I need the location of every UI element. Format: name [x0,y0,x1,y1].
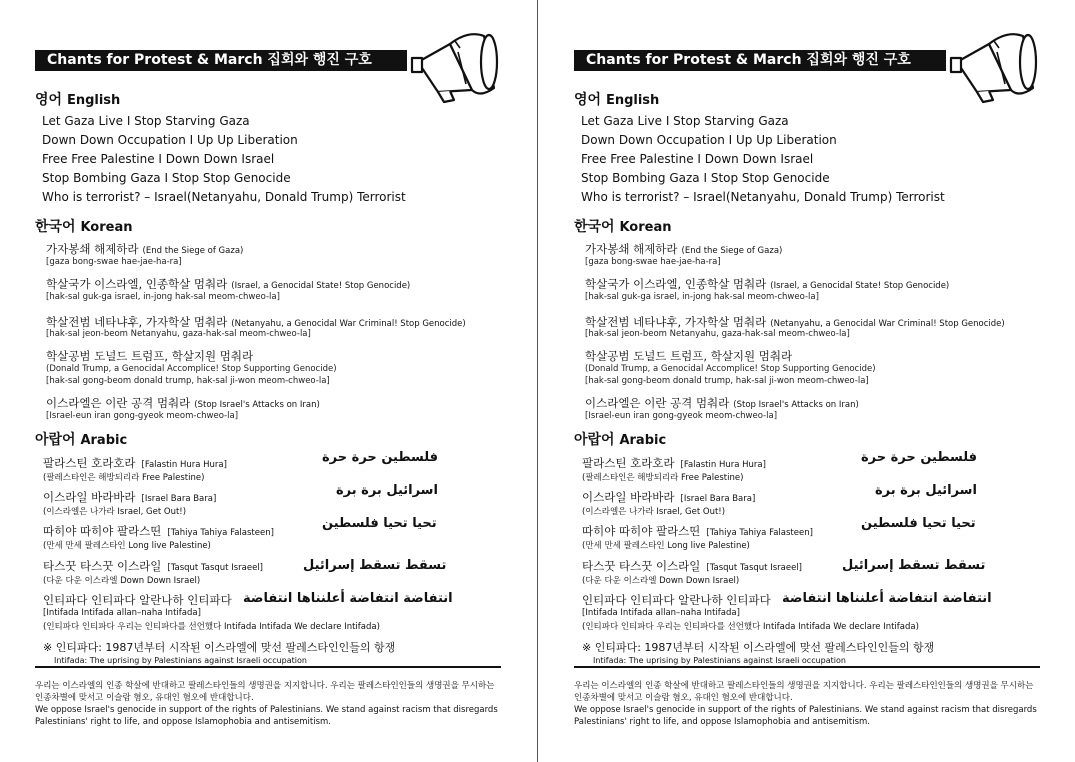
arabic-chant-text: تحيا تحيا فلسطين [322,516,437,531]
english-chant: Down Down Occupation I Up Up Liberation [42,133,298,147]
korean-romanization: [hak-sal guk-ga israel, in-jong hak-sal meom-chweo-la] [585,292,819,302]
korean-section-title: 한국어 Korean [35,219,133,235]
arabic-chant-meaning: (만세 만세 팔레스타인 Long live Palestine) [582,541,750,551]
arabic-chant-korean: 이스라일 바라바라 [Israel Bara Bara] [43,490,217,504]
korean-chant: 학살공범 도널드 트럼프, 학살지원 멈춰라 [585,349,793,363]
flyer-page-left [0,0,537,762]
arabic-chant-meaning: (이스라엘은 나가라 Israel, Get Out!) [43,507,187,517]
english-chant: Stop Bombing Gaza I Stop Stop Genocide [581,171,830,185]
intifada-note: ※ 인티파다: 1987년부터 시작된 이스라엘에 맞선 팔레스타인인들의 항쟁 [582,641,935,654]
arabic-section-title: 아랍어 Arabic [574,432,667,448]
arabic-chant-meaning: (인티파다 인티파다 우리는 인티파다를 선언했다 Intifada Intifada We declare Intifada) [582,622,919,632]
arabic-chant-korean: 인티파다 인티파다 알란나하 인티파다 [582,593,771,607]
korean-chant: 이스라엘은 이란 공격 멈춰라 (Stop Israel's Attacks on Iran) [585,396,859,410]
english-chant: Free Free Palestine I Down Down Israel [42,152,275,166]
arabic-section-title: 아랍어 Arabic [35,432,128,448]
arabic-chant-text: اسرائيل برة برة [336,483,438,498]
english-chant: Let Gaza Live I Stop Starving Gaza [42,114,250,128]
arabic-chant-meaning: (팔레스타인은 해방되리라 Free Palestine) [43,473,205,483]
footer-statement-english: We oppose Israel's genocide in support of the rights of Palestinians. We stand against racism that disregards Palestinians' right to life, and oppose Islamophobia and antisemitism. [574,705,1037,727]
arabic-chant-text: انتفاضة انتفاضة أعلنناها انتفاضة [782,591,992,606]
korean-chant: 가자봉쇄 해제하라 (End the Siege of Gaza) [46,242,244,256]
arabic-chant-romanization: [Intifada Intifada allan–naha Intifada] [43,608,201,618]
korean-romanization: [hak-sal jeon-beom Netanyahu, gaza-hak-sal meom-chweo-la] [46,329,311,339]
english-section-title: 영어 English [35,92,121,108]
flyer-page-right [539,0,1075,762]
arabic-chant-meaning: (다운 다운 이스라엘 Down Down Israel) [43,576,201,586]
arabic-chant-text: فلسطين حرة حرة [322,450,439,465]
header-title: Chants for Protest & March 집회와 행진 구호 [574,50,946,71]
korean-romanization: [hak-sal guk-ga israel, in-jong hak-sal meom-chweo-la] [46,292,280,302]
korean-chant: 학살전범 네타냐후, 가자학살 멈춰라 (Netanyahu, a Genocidal War Criminal! Stop Genocide) [585,315,1005,329]
header-title: Chants for Protest & March 집회와 행진 구호 [35,50,407,71]
megaphone-icon [410,26,500,104]
intifada-note-english: Intifada: The uprising by Palestinians against Israeli occupation [54,656,307,665]
english-chant: Let Gaza Live I Stop Starving Gaza [581,114,789,128]
english-chant: Who is terrorist? – Israel(Netanyahu, Donald Trump) Terrorist [42,190,406,204]
korean-chant: 이스라엘은 이란 공격 멈춰라 (Stop Israel's Attacks on Iran) [46,396,320,410]
korean-romanization: [hak-sal jeon-beom Netanyahu, gaza-hak-sal meom-chweo-la] [585,329,850,339]
english-section-title: 영어 English [574,92,660,108]
arabic-chant-korean: 타스꿋 타스꿋 이스라일 [Tasqut Tasqut Israeel] [43,559,263,573]
footer-rule [35,666,501,668]
korean-section-title: 한국어 Korean [574,219,672,235]
english-chant: Stop Bombing Gaza I Stop Stop Genocide [42,171,291,185]
arabic-chant-text: تسقط تسقط إسرائيل [842,558,986,573]
korean-chant: 학살국가 이스라엘, 인종학살 멈춰라 (Israel, a Genocidal State! Stop Genocide) [46,277,411,291]
arabic-chant-korean: 팔라스틴 호라호라 [Falastin Hura Hura] [582,456,766,470]
korean-chant: 학살국가 이스라엘, 인종학살 멈춰라 (Israel, a Genocidal State! Stop Genocide) [585,277,950,291]
arabic-chant-meaning: (팔레스타인은 해방되리라 Free Palestine) [582,473,744,483]
korean-romanization: [hak-sal gong-beom donald trump, hak-sal ji-won meom-chweo-la] [46,376,330,386]
arabic-chant-korean: 따히야 따히야 팔라스띤 [Tahiya Tahiya Falasteen] [43,524,274,538]
arabic-chant-korean: 따히야 따히야 팔라스띤 [Tahiya Tahiya Falasteen] [582,524,813,538]
arabic-chant-korean: 타스꿋 타스꿋 이스라일 [Tasqut Tasqut Israeel] [582,559,802,573]
arabic-chant-korean: 이스라일 바라바라 [Israel Bara Bara] [582,490,756,504]
korean-romanization: [gaza bong-swae hae-jae-ha-ra] [585,257,721,267]
korean-gloss: (Donald Trump, a Genocidal Accomplice! Stop Supporting Genocide) [46,364,337,374]
arabic-chant-meaning: (이스라엘은 나가라 Israel, Get Out!) [582,507,726,517]
arabic-chant-korean: 인티파다 인티파다 알란나하 인티파다 [43,593,232,607]
arabic-chant-romanization: [Intifada Intifada allan–naha Intifada] [582,608,740,618]
footer-statement [574,680,1044,728]
korean-chant: 학살전범 네타냐후, 가자학살 멈춰라 (Netanyahu, a Genocidal War Criminal! Stop Genocide) [46,315,466,329]
intifada-note-english: Intifada: The uprising by Palestinians against Israeli occupation [593,656,846,665]
arabic-chant-meaning: (다운 다운 이스라엘 Down Down Israel) [582,576,740,586]
korean-romanization: [Israel-eun iran gong-gyeok meom-chweo-la] [585,411,778,421]
korean-chant: 가자봉쇄 해제하라 (End the Siege of Gaza) [585,242,783,256]
arabic-chant-korean: 팔라스틴 호라호라 [Falastin Hura Hura] [43,456,227,470]
arabic-chant-meaning: (인티파다 인티파다 우리는 인티파다를 선언했다 Intifada Intifada We declare Intifada) [43,622,380,632]
intifada-note: ※ 인티파다: 1987년부터 시작된 이스라엘에 맞선 팔레스타인인들의 항쟁 [43,641,396,654]
korean-chant: 학살공범 도널드 트럼프, 학살지원 멈춰라 [46,349,254,363]
footer-rule [574,666,1040,668]
footer-statement-english: We oppose Israel's genocide in support of the rights of Palestinians. We stand against racism that disregards Palestinians' right to life, and oppose Islamophobia and antisemitism. [35,705,498,727]
arabic-chant-text: تحيا تحيا فلسطين [861,516,976,531]
footer-statement-korean: 우리는 이스라엘의 인종 학살에 반대하고 팔레스타인들의 생명권을 지지합니다. 우리는 팔레스타인인들의 생명권을 무시하는 인종차별에 맞서고 이슬람 혐오, 유대인 혐오에 반대합니다. [35,681,495,703]
megaphone-icon [949,26,1039,104]
arabic-chant-text: فلسطين حرة حرة [861,450,978,465]
arabic-chant-text: انتفاضة انتفاضة أعلنناها انتفاضة [243,591,453,606]
arabic-chant-meaning: (만세 만세 팔레스타인 Long live Palestine) [43,541,211,551]
korean-romanization: [hak-sal gong-beom donald trump, hak-sal ji-won meom-chweo-la] [585,376,869,386]
arabic-chant-text: اسرائيل برة برة [875,483,977,498]
korean-romanization: [Israel-eun iran gong-gyeok meom-chweo-la] [46,411,239,421]
footer-statement [35,680,505,728]
arabic-chant-text: تسقط تسقط إسرائيل [303,558,447,573]
english-chant: Who is terrorist? – Israel(Netanyahu, Donald Trump) Terrorist [581,190,945,204]
korean-romanization: [gaza bong-swae hae-jae-ha-ra] [46,257,182,267]
english-chant: Down Down Occupation I Up Up Liberation [581,133,837,147]
page-divider [537,0,538,762]
footer-statement-korean: 우리는 이스라엘의 인종 학살에 반대하고 팔레스타인들의 생명권을 지지합니다. 우리는 팔레스타인인들의 생명권을 무시하는 인종차별에 맞서고 이슬람 혐오, 유대인 혐오에 반대합니다. [574,681,1034,703]
english-chant: Free Free Palestine I Down Down Israel [581,152,814,166]
korean-gloss: (Donald Trump, a Genocidal Accomplice! Stop Supporting Genocide) [585,364,876,374]
